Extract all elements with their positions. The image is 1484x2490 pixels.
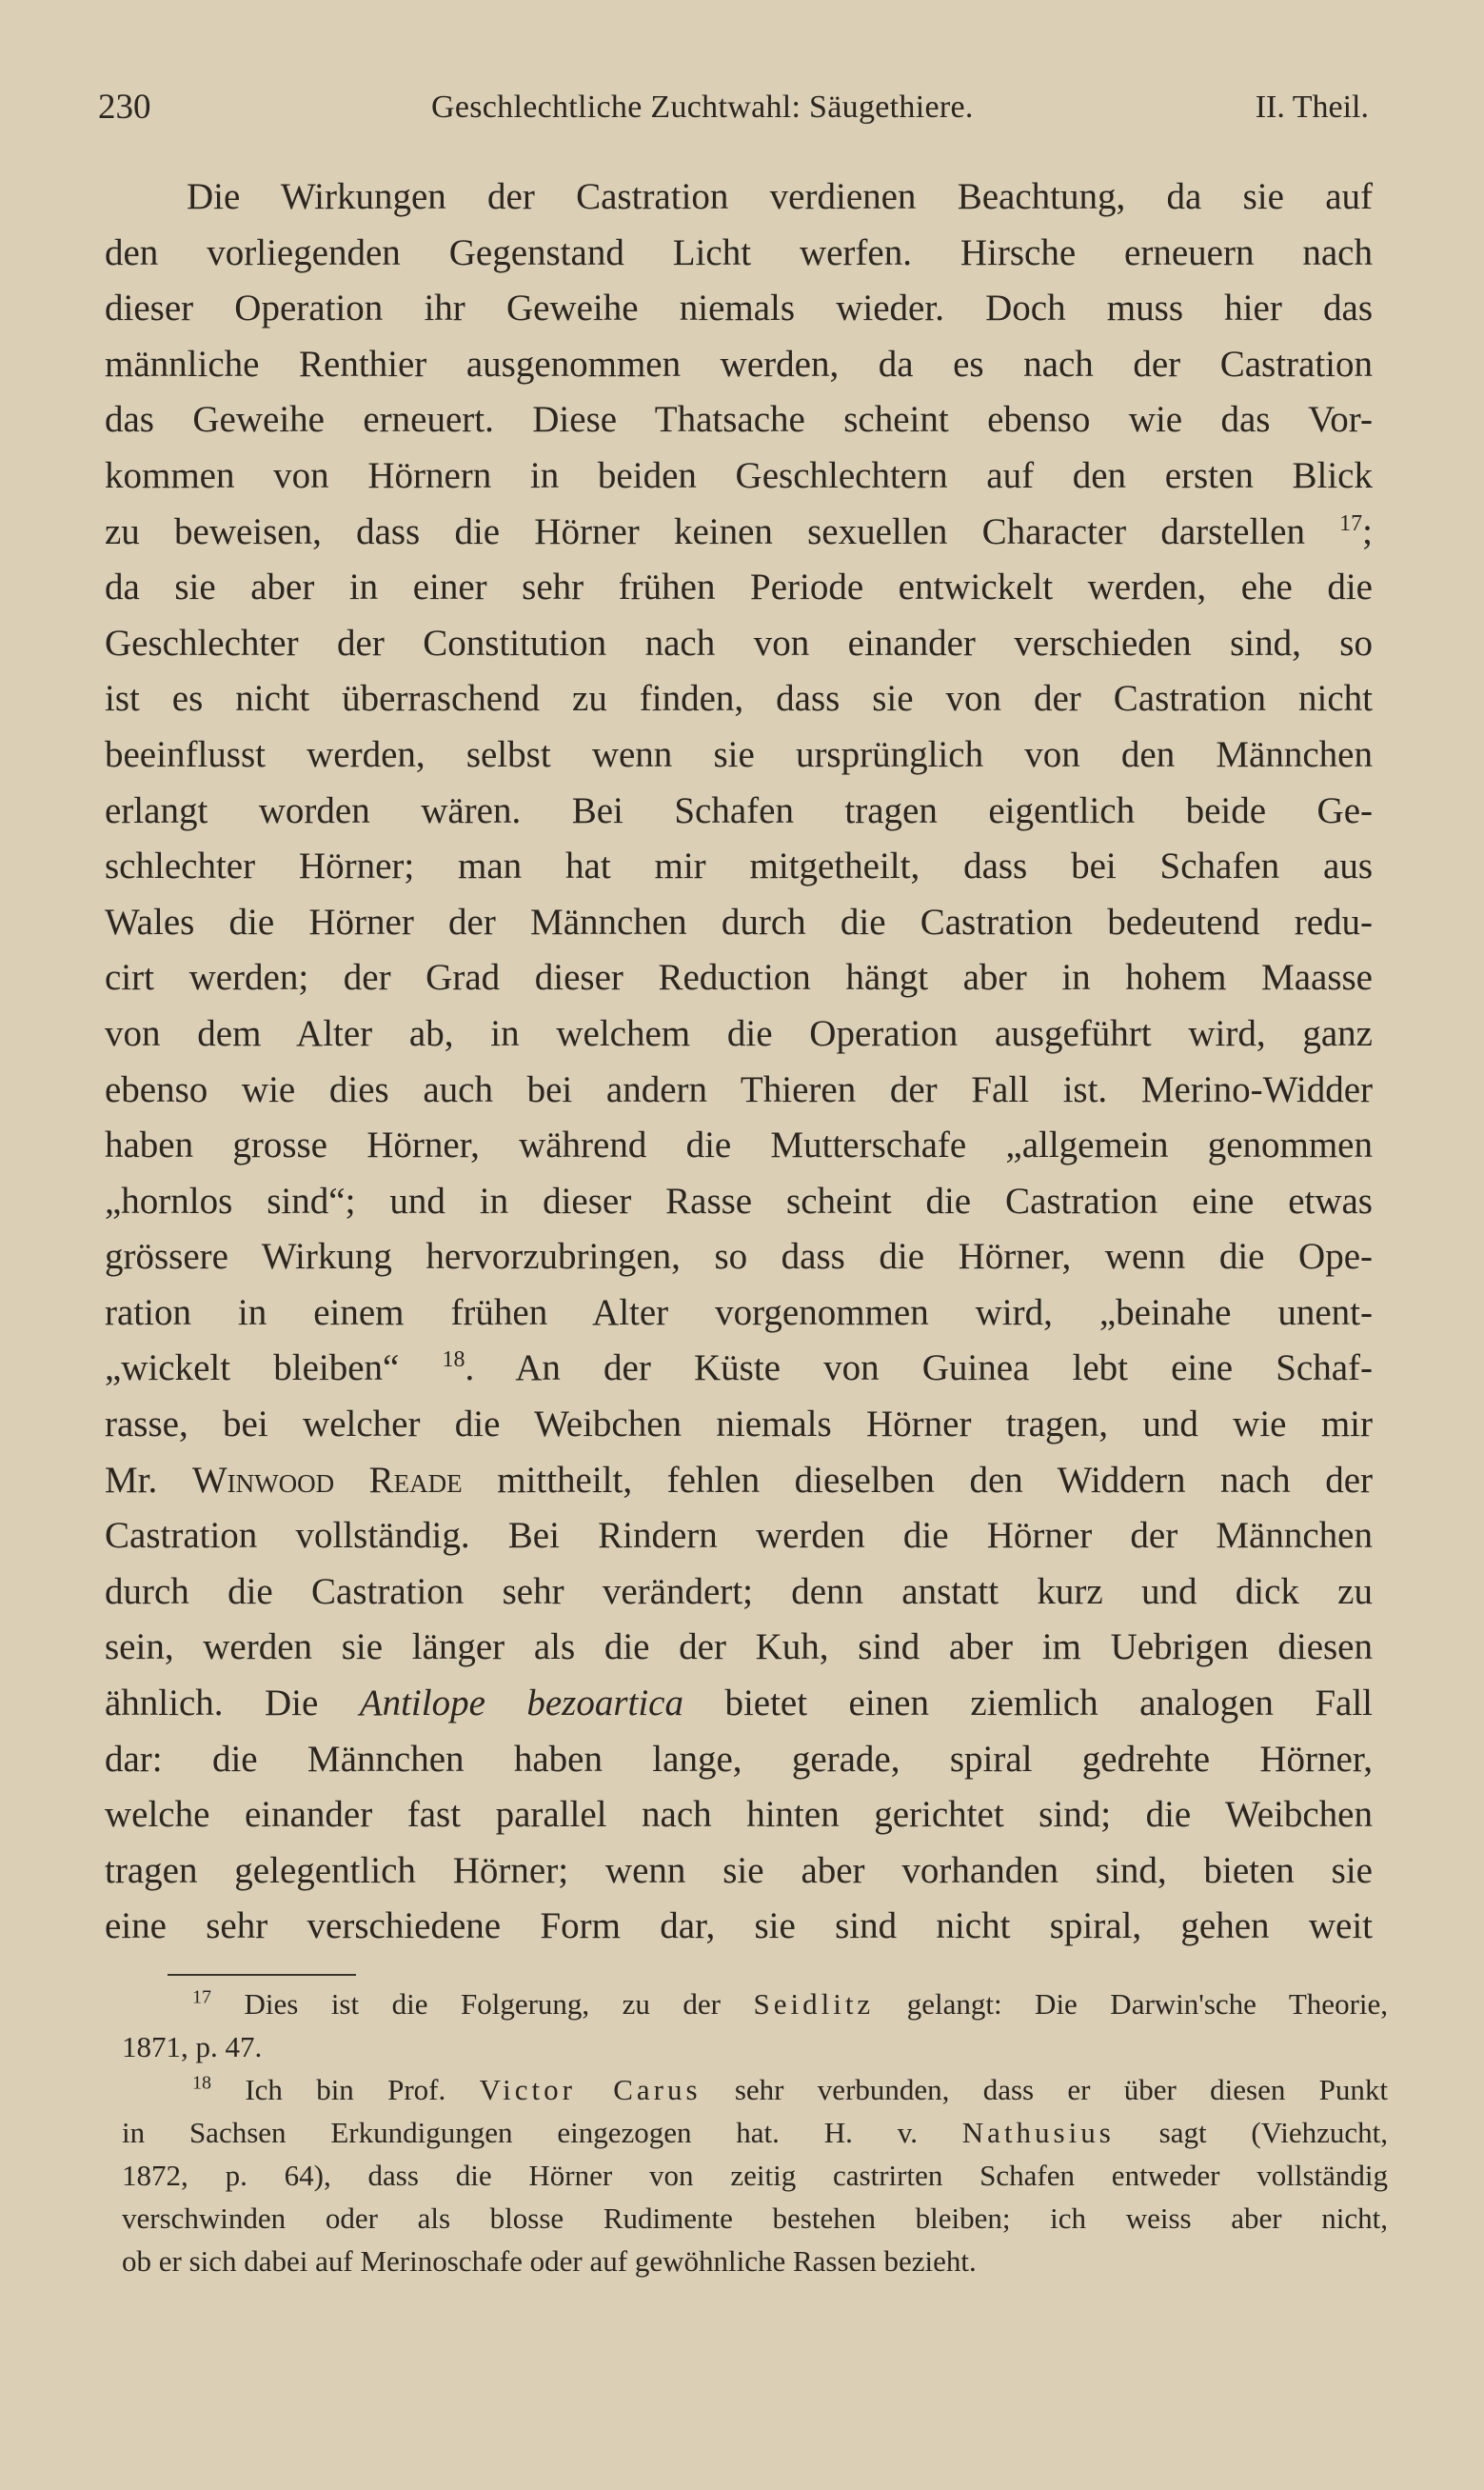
text-line: ration in einem frühen Alter vorgenommen wird, „beinahe unent- xyxy=(105,1291,1373,1333)
text-line: da sie aber in einer sehr frühen Periode entwickelt werden, ehe die xyxy=(105,567,1373,608)
text-segment: ähnlich. Die xyxy=(105,1683,319,1724)
text-line xyxy=(105,1676,1373,1732)
footnote-rule xyxy=(168,1974,356,1976)
text-segment: . xyxy=(465,1347,475,1389)
footnote-18-cont: 1872, p. 64), dass die Hörner von zeitig castrirten Schafen entweder vollständig xyxy=(122,2159,1388,2192)
text-segment: Mr. xyxy=(105,1459,158,1501)
footnote-marker: 18 xyxy=(192,2072,211,2094)
text-line: kommen von Hörnern in beiden Geschlechtern auf den ersten Blick xyxy=(105,454,1373,496)
text-line: dieser Operation ihr Geweihe niemals wieder. Doch muss hier das xyxy=(105,288,1373,329)
text-line xyxy=(105,1341,1373,1397)
text-segment: gelangt: Die Darwin'sche Theorie, xyxy=(906,1987,1389,2021)
text-line: beeinflusst werden, selbst wenn sie ursprünglich von den Männchen xyxy=(105,733,1373,775)
text-segment: Ich bin Prof. xyxy=(245,2073,446,2106)
text-line: dar: die Männchen haben lange, gerade, spiral gedrehte Hörner, xyxy=(105,1738,1373,1780)
text-line: ist es nicht überraschend zu finden, dass sie von der Castration nicht xyxy=(105,678,1373,720)
part-label: II. Theil. xyxy=(1255,90,1369,125)
text-segment: sagt (Viehzucht, xyxy=(1158,2116,1389,2149)
footnote-marker: 17 xyxy=(192,1986,211,2008)
text-line: männliche Renthier ausgenommen werden, da es nach der Castration xyxy=(105,343,1373,385)
text-line: tragen gelegentlich Hörner; wenn sie aber vorhanden sind, bieten sie xyxy=(105,1849,1373,1891)
footnote-18-cont xyxy=(122,2111,1388,2154)
running-head xyxy=(98,84,1369,131)
person-name: Winwood Reade xyxy=(191,1459,463,1501)
text-line: Geschlechter der Constitution nach von einander verschieden sind, so xyxy=(105,622,1373,664)
footnote-17 xyxy=(122,1982,1388,2025)
footnote-ref-18[interactable]: 18 xyxy=(442,1347,465,1373)
species-name: Antilope bezoartica xyxy=(359,1683,683,1724)
running-title: Geschlechtliche Zuchtwahl: Säugethiere. xyxy=(431,90,974,125)
page-number: 230 xyxy=(98,88,151,127)
text-line: durch die Castration sehr verändert; denn anstatt kurz und dick zu xyxy=(105,1570,1373,1612)
text-line: sein, werden sie länger als die der Kuh, sind aber im Uebrigen diesen xyxy=(105,1626,1373,1668)
footnote-17-cont: 1871, p. 47. xyxy=(122,2030,263,2063)
text-line: welche einander fast parallel nach hinten gerichtet sind; die Weibchen xyxy=(105,1794,1373,1836)
footnote-ref-17[interactable]: 17 xyxy=(1339,510,1363,536)
text-line: ebenso wie dies auch bei andern Thieren der Fall ist. Merino-Widder xyxy=(105,1068,1373,1110)
footnote-18-cont: verschwinden oder als blosse Rudimente bestehen bleiben; ich weiss aber nicht, xyxy=(122,2201,1388,2235)
text-segment: sehr verbunden, dass er über diesen Punkt xyxy=(734,2073,1389,2106)
body-text xyxy=(105,169,1373,1955)
text-segment: „wickelt bleiben“ xyxy=(105,1347,400,1389)
footnote-18-cont: ob er sich dabei auf Merinoschafe oder auf gewöhnliche Rassen bezieht. xyxy=(122,2244,977,2278)
text-segment: ; xyxy=(1362,510,1373,552)
text-line: rasse, bei welcher die Weibchen niemals Hörner tragen, und wie mir xyxy=(105,1404,1373,1445)
text-line: cirt werden; der Grad dieser Reduction hängt aber in hohem Maasse xyxy=(105,957,1373,999)
text-line: von dem Alter ab, in welchem die Operation ausgeführt wird, ganz xyxy=(105,1012,1373,1054)
text-line: schlechter Hörner; man hat mir mitgetheilt, dass bei Schafen aus xyxy=(105,846,1373,887)
person-name: Nathusius xyxy=(961,2116,1115,2149)
text-line: haben grosse Hörner, während die Mutterschafe „allgemein genommen xyxy=(105,1125,1373,1166)
text-line: eine sehr verschiedene Form dar, sie sind nicht spiral, gehen weit xyxy=(105,1905,1373,1947)
text-segment: zu beweisen, dass die Hörner keinen sexuellen Character darstellen xyxy=(105,510,1305,552)
text-line: „hornlos sind“; und in dieser Rasse scheint die Castration eine etwas xyxy=(105,1180,1373,1222)
text-line: Die Wirkungen der Castration verdienen Beachtung, da sie auf xyxy=(187,176,1373,217)
text-line xyxy=(105,505,1373,561)
person-name: Seidlitz xyxy=(753,1987,875,2021)
text-line: Castration vollständig. Bei Rindern werden die Hörner der Männchen xyxy=(105,1515,1373,1557)
footnote-18 xyxy=(122,2068,1388,2111)
person-name: Victor Carus xyxy=(479,2073,702,2106)
footnotes xyxy=(122,1982,1388,2282)
text-segment: mittheilt, fehlen dieselben den Widdern nach der xyxy=(497,1459,1373,1501)
text-line: Wales die Hörner der Männchen durch die Castration bedeutend redu- xyxy=(105,901,1373,943)
text-segment: An der Küste von Guinea lebt eine Schaf- xyxy=(515,1347,1373,1389)
text-line xyxy=(105,1453,1373,1509)
text-line: erlangt worden wären. Bei Schafen tragen eigentlich beide Ge- xyxy=(105,789,1373,831)
text-line: den vorliegenden Gegenstand Licht werfen. Hirsche erneuern nach xyxy=(105,231,1373,273)
text-line: das Geweihe erneuert. Diese Thatsache scheint ebenso wie das Vor- xyxy=(105,399,1373,441)
text-segment: bietet einen ziemlich analogen Fall xyxy=(724,1683,1374,1724)
text-segment: Dies ist die Folgerung, zu der xyxy=(244,1987,721,2021)
text-line: grössere Wirkung hervorzubringen, so dass die Hörner, wenn die Ope- xyxy=(105,1236,1373,1278)
text-segment: in Sachsen Erkundigungen eingezogen hat. H. v. xyxy=(122,2116,918,2149)
